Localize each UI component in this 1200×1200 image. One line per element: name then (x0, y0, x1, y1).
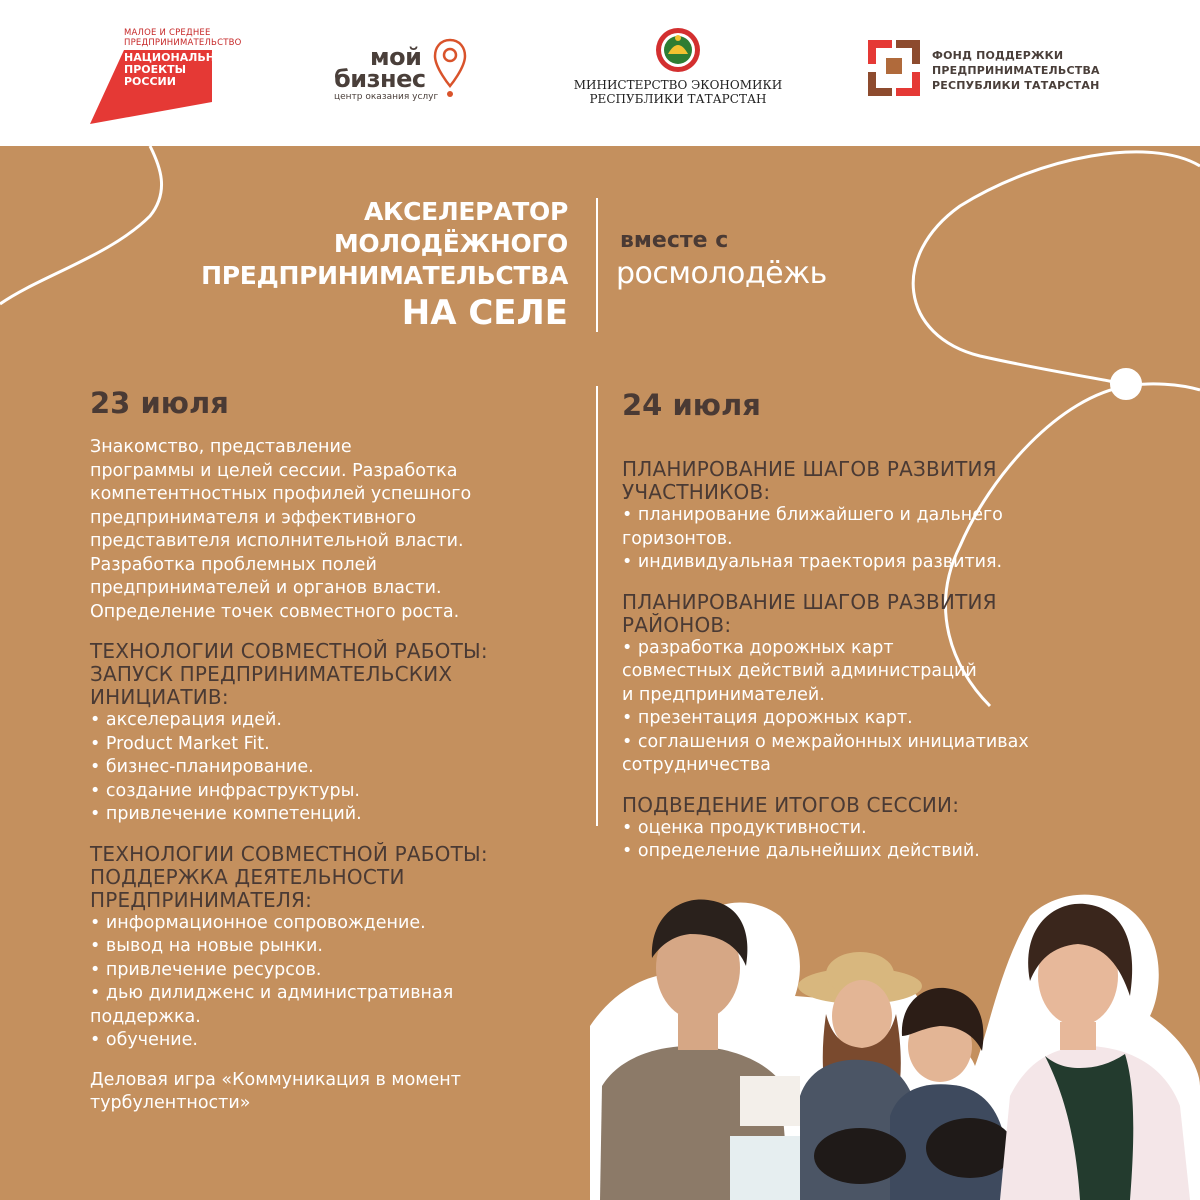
header (0, 0, 1200, 146)
list-item: • дью дилидженс и административная (90, 983, 454, 1003)
ministry-line: МИНИСТЕРСТВО ЭКОНОМИКИ (573, 78, 783, 92)
day-2-section-2 (622, 591, 1092, 778)
intro-line: предпринимателя и эффективного (90, 507, 417, 528)
intro-line: программы и целей сессии. Разработка (90, 460, 458, 481)
day-1-date: 23 июля (90, 386, 229, 420)
event-title (201, 196, 568, 334)
column-divider (596, 386, 598, 826)
poster-body (0, 146, 1200, 1200)
section-heading-line: ТЕХНОЛОГИИ СОВМЕСТНОЙ РАБОТЫ: (90, 639, 488, 663)
section-heading-line: ПЛАНИРОВАНИЕ ШАГОВ РАЗВИТИЯ (622, 457, 997, 481)
list-item: и предпринимателей. (622, 684, 825, 705)
section-heading-line: ЗАПУСК ПРЕДПРИНИМАТЕЛЬСКИХ (90, 662, 453, 686)
moy-biznes-subtitle: центр оказания услуг (334, 92, 439, 102)
list-item: • определение дальнейших действий. (622, 841, 980, 861)
list-item: • соглашения о межрайонных инициативах (622, 731, 1029, 752)
intro-line: предпринимателей и органов власти. (90, 578, 442, 598)
mb-line: бизнес (334, 65, 426, 93)
title-last-line: НА СЕЛЕ (401, 293, 568, 333)
fund-line: ПРЕДПРИНИМАТЕЛЬСТВА (932, 64, 1100, 77)
list-item: • информационное сопровождение. (90, 912, 426, 933)
list-item: совместных действий администраций (622, 661, 977, 681)
np-big-line: РОССИИ (124, 75, 176, 88)
day-2-section-3 (622, 794, 1092, 864)
ministry-line: РЕСПУБЛИКИ ТАТАРСТАН (589, 92, 767, 106)
list-item: • планирование ближайшего и дальнего (622, 505, 1003, 525)
list-item: • обучение. (90, 1030, 198, 1050)
partner-logo-text: росмолодёжь (616, 256, 827, 291)
moy-biznes-logo-text (334, 43, 426, 93)
day-2-section-1 (622, 458, 1092, 575)
day-2-column (622, 388, 1092, 880)
fund-name (932, 48, 1100, 93)
list-item: • Product Market Fit. (90, 733, 270, 754)
list-item: • оценка продуктивности. (622, 817, 867, 838)
participants-photo (590, 886, 1200, 1200)
mb-line: мой (370, 43, 422, 71)
section-heading-line: РАЙОНОВ: (622, 612, 732, 637)
location-pin-icon (432, 36, 468, 100)
intro-line: представителя исполнительной власти. (90, 531, 464, 551)
ministry-name (568, 78, 788, 106)
list-item: • бизнес-планирование. (90, 757, 314, 777)
section-heading-line: ПОДДЕРЖКА ДЕЯТЕЛЬНОСТИ (90, 864, 405, 889)
fund-line: ФОНД ПОДДЕРЖКИ (932, 49, 1064, 62)
section-heading-line: ИНИЦИАТИВ: (90, 685, 229, 709)
list-item: • акселерация идей. (90, 710, 282, 730)
day-1-section-2 (90, 843, 590, 1053)
np-big-line: НАЦИОНАЛЬНЫЕ (124, 51, 234, 64)
section-heading-line: УЧАСТНИКОВ: (622, 480, 771, 504)
list-item: • индивидуальная траектория развития. (622, 552, 1003, 572)
list-item: • создание инфраструктуры. (90, 780, 360, 801)
list-item: • вывод на новые рынки. (90, 936, 323, 956)
np-small-line: ПРЕДПРИНИМАТЕЛЬСТВО (124, 38, 242, 48)
tatarstan-emblem-icon (650, 24, 706, 76)
national-projects-small-text (124, 28, 242, 48)
title-divider (596, 198, 598, 332)
closing-line: турбулентности» (90, 1093, 251, 1113)
list-item: • привлечение компетенций. (90, 804, 362, 824)
list-item: горизонтов. (622, 528, 733, 549)
fund-line: РЕСПУБЛИКИ ТАТАРСТАН (932, 79, 1100, 92)
section-heading-line: ТЕХНОЛОГИИ СОВМЕСТНОЙ РАБОТЫ: (90, 841, 488, 866)
intro-line: Знакомство, представление (90, 437, 352, 457)
title-line: МОЛОДЁЖНОГО (333, 229, 568, 258)
day-1-column (90, 386, 590, 1116)
intro-line: компетентностных профилей успешного (90, 484, 472, 504)
national-projects-big-text (124, 52, 234, 88)
day-1-section-1 (90, 640, 590, 827)
intro-line: Определение точек совместного роста. (90, 601, 460, 622)
section-heading-line: ПРЕДПРИНИМАТЕЛЯ: (90, 887, 313, 912)
np-small-line: МАЛОЕ И СРЕДНЕЕ (124, 28, 211, 38)
closing-line: Деловая игра «Коммуникация в момент (90, 1069, 461, 1090)
title-line: АКСЕЛЕРАТОР (363, 197, 568, 226)
section-heading-line: ПОДВЕДЕНИЕ ИТОГОВ СЕССИИ: (622, 792, 960, 817)
with-label: вместе с (620, 228, 729, 253)
day-1-closing (90, 1069, 590, 1116)
np-big-line: ПРОЕКТЫ (124, 63, 187, 76)
list-item: сотрудничества (622, 755, 771, 775)
list-item: поддержка. (90, 1006, 201, 1027)
title-line: ПРЕДПРИНИМАТЕЛЬСТВА (201, 261, 568, 290)
section-heading-line: ПЛАНИРОВАНИЕ ШАГОВ РАЗВИТИЯ (622, 589, 997, 614)
list-item: • презентация дорожных карт. (622, 708, 913, 728)
day-1-intro (90, 436, 590, 624)
list-item: • привлечение ресурсов. (90, 959, 322, 980)
list-item: • разработка дорожных карт (622, 637, 894, 658)
fund-logo-icon (864, 36, 924, 100)
day-2-date: 24 июля (622, 388, 761, 422)
intro-line: Разработка проблемных полей (90, 554, 377, 575)
